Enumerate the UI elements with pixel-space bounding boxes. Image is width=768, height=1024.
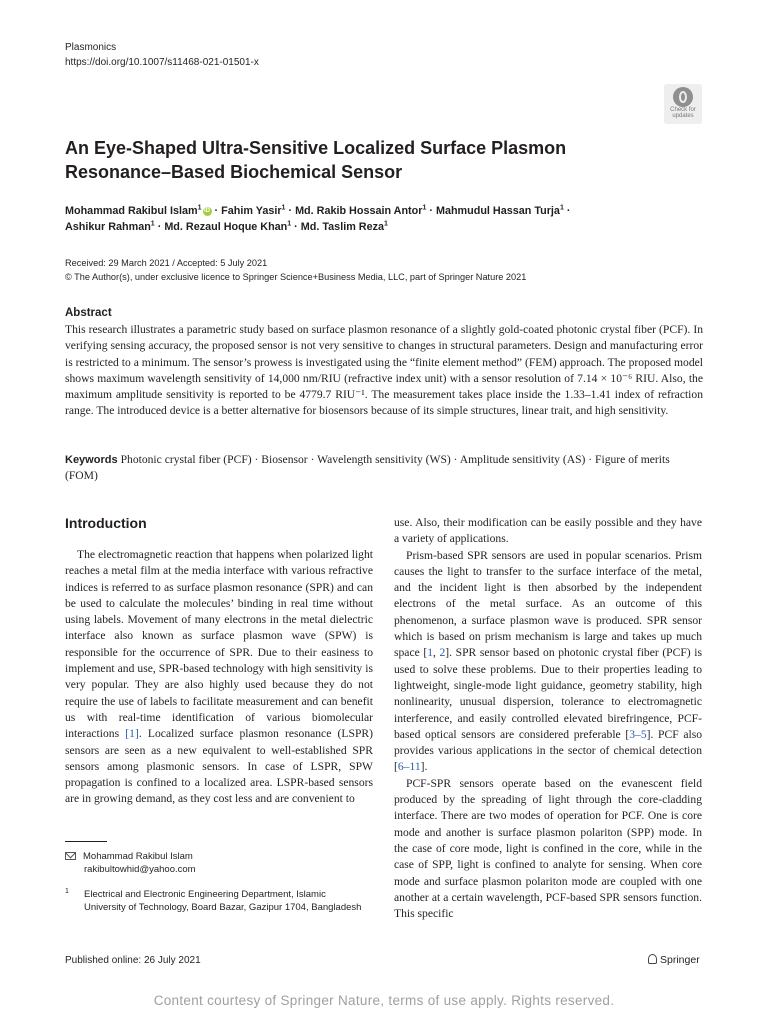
right-column: [394, 515, 702, 922]
intro-paragraph-continued: use. Also, their modification can be easily possible and they have a variety of applications.: [394, 516, 702, 546]
received-accepted-dates: Received: 29 March 2021 / Accepted: 5 July 2021: [65, 258, 268, 268]
citation-link[interactable]: 3–5: [629, 727, 647, 741]
springer-horse-icon: [648, 954, 657, 964]
paper-title: An Eye-Shaped Ultra-Sensitive Localized Surface Plasmon Resonance–Based Biochemical Sensor: [65, 138, 567, 182]
author-affiliation-mark: 1: [422, 204, 427, 212]
abstract-heading: Abstract: [65, 307, 112, 319]
published-online-date: Published online: 26 July 2021: [65, 955, 201, 966]
author-affiliation-mark: 1: [559, 204, 564, 212]
author-name[interactable]: Ashikur Rahman: [65, 221, 151, 233]
intro-paragraph-1: The electromagnetic reaction that happens when polarized light reaches a metal film at the media interface with various refractive indices is referred to as surface plasmon resonance (SPR) and can be used to calculate the molecules’ binding in real time without using labels. Movement of many electrons in the metal dielectric interface also known as surface plasmon wave (SPW) is responsible for the occurrence of SPR. Due to their easiness to implement and use, SPR-based technology with high sensitivity is very popular. They are also highly used because they do not require the use of labels to facilitate measurement and can benefit us with real-time identification of various biomolecular interactions [1]. Localized surface plasmon resonance (LSPR) sensors are seen as a new equivalent to well-established SPR sensors among plasmonic sensors. In case of LSPR, SPW propagation is confined to a localized area. LSPR-based sensors are in growing demand, as they cost less and are convenient to: [65, 548, 373, 806]
affiliation-footnote: [65, 888, 365, 914]
author-name[interactable]: Mahmudul Hassan Turja: [435, 205, 560, 217]
journal-name: Plasmonics: [65, 42, 117, 53]
author-list: Mohammad Rakibul Islam$^1$ iD · Fahim Yasir$^1$ · Md. Rakib Hossain Antor$^1$ · Mahmudul Hassan Turja$^1$ · Ashikur Rahman$^1$ · Md. Rezaul Hoque Khan$^1$ · Md. Taslim Reza$^1$: [65, 204, 571, 233]
author-affiliation-mark: 1: [384, 220, 388, 228]
corresponding-author-email[interactable]: rakibultowhid@yahoo.com: [84, 864, 196, 875]
copyright-notice: © The Author(s), under exclusive licence to Springer Science+Business Media, LLC, part of Springer Nature 2021: [65, 272, 527, 282]
footnote-separator: [65, 841, 107, 842]
springer-logo[interactable]: [648, 953, 700, 967]
citation-link[interactable]: 6–11: [397, 760, 421, 774]
affiliation-number: 1: [65, 888, 69, 895]
left-column: [65, 547, 373, 808]
intro-paragraph-3: PCF-SPR sensors operate based on the evanescent field produced by the spreading of light through the core-cladding interface. There are two modes of operation for PCF. One is core mode and another is surface plasmon polariton (SPP) mode. In the case of core mode, light is confined in the core, while in the case of SPP, light is confined to analyte for sensing. When core mode and surface plasmon polariton mode are coupled with one another at a certain wavelength, PCF-based SPR sensors function. This specific: [394, 776, 702, 921]
check-for-updates-badge[interactable]: [664, 84, 702, 124]
author-name[interactable]: Md. Rezaul Hoque Khan: [164, 221, 288, 233]
citation-link[interactable]: 2: [439, 646, 446, 660]
author-affiliation-mark: 1: [287, 220, 292, 228]
courtesy-notice: Content courtesy of Springer Nature, terms of use apply. Rights reserved.: [153, 993, 615, 1008]
author-name[interactable]: Fahim Yasir: [221, 205, 282, 217]
badge-line-1: Check for: [670, 107, 696, 113]
author-name[interactable]: Mohammad Rakibul Islam: [65, 205, 198, 217]
badge-line-2: updates: [672, 113, 694, 119]
affiliation-text: Electrical and Electronic Engineering Department, Islamic University of Technology, Board Bazar, Gazipur 1704, Bangladesh: [84, 889, 362, 913]
intro-paragraph-2: Prism-based SPR sensors are used in popular scenarios. Prism causes the light to transfer to the surface interface of the metal, and the incident light is then absorbed by the independent electrons of the metal surface. As an outcome of this phenomenon, a surface plasmon wave is produced. SPR sensor which is based on prism mechanism is large and takes up much space [1, 2]. SPR sensor based on photonic crystal fiber (PCF) is used to solve these problems. Due to their properties leading to lightweight, single-mode light guidance, geometry stability, high nonlinearity, unusual dispersion, tolerance to electromagnetic interference, and easily controlled elevated birefringence, PCF-based optical sensors are considered preferable [3–5]. PCF also provides various applications in the sector of chemical detection [6–11].: [394, 548, 702, 774]
keywords-heading: Keywords: [65, 454, 118, 466]
doi-link[interactable]: https://doi.org/10.1007/s11468-021-01501-x: [65, 57, 259, 68]
author-name[interactable]: Md. Rakib Hossain Antor: [295, 205, 423, 217]
corresponding-author-name: Mohammad Rakibul Islam: [83, 851, 193, 862]
check-updates-icon: [673, 87, 693, 107]
author-affiliation-mark: 1: [197, 204, 202, 212]
citation-link[interactable]: 1: [427, 646, 433, 660]
keywords-block: [65, 452, 703, 485]
corresponding-author-footnote: [65, 850, 196, 876]
author-affiliation-mark: 1: [150, 220, 155, 228]
citation-link[interactable]: [1]: [125, 727, 139, 741]
orcid-icon[interactable]: iD: [204, 207, 211, 214]
author-affiliation-mark: 1: [281, 204, 286, 212]
introduction-heading: Introduction: [65, 515, 147, 531]
author-name[interactable]: Md. Taslim Reza: [300, 221, 384, 233]
keywords-text: Photonic crystal fiber (PCF) · Biosensor · Wavelength sensitivity (WS) · Amplitude sensitivity (AS) · Figure of merits (FOM): [65, 453, 670, 483]
envelope-icon: [65, 852, 76, 860]
abstract-text: This research illustrates a parametric study based on surface plasmon resonance of a slightly gold-coated photonic crystal fiber (PCF). In verifying sensing accuracy, the proposed sensor is not very sensitive to changes in structural parameters. Design and manufacturing error is restricted to a minimum. The sensor’s prowess is investigated using the “finite element method” (FEM) approach. The proposed model shows maximum wavelength sensitivity of 14,000 nm/RIU (refractive index unit) with a sensor resolution of 7.14 × 10⁻⁶ RIU. Also, the maximum amplitude sensitivity is reported to be 4779.7 RIU⁻¹. The measurement takes place inside the 1.33–1.41 index of refraction range. The introduced device is a better alternative for biosensors because of its simple structures, linear trait, and high sensitivity.: [65, 323, 703, 418]
publisher-name: Springer: [660, 954, 700, 966]
